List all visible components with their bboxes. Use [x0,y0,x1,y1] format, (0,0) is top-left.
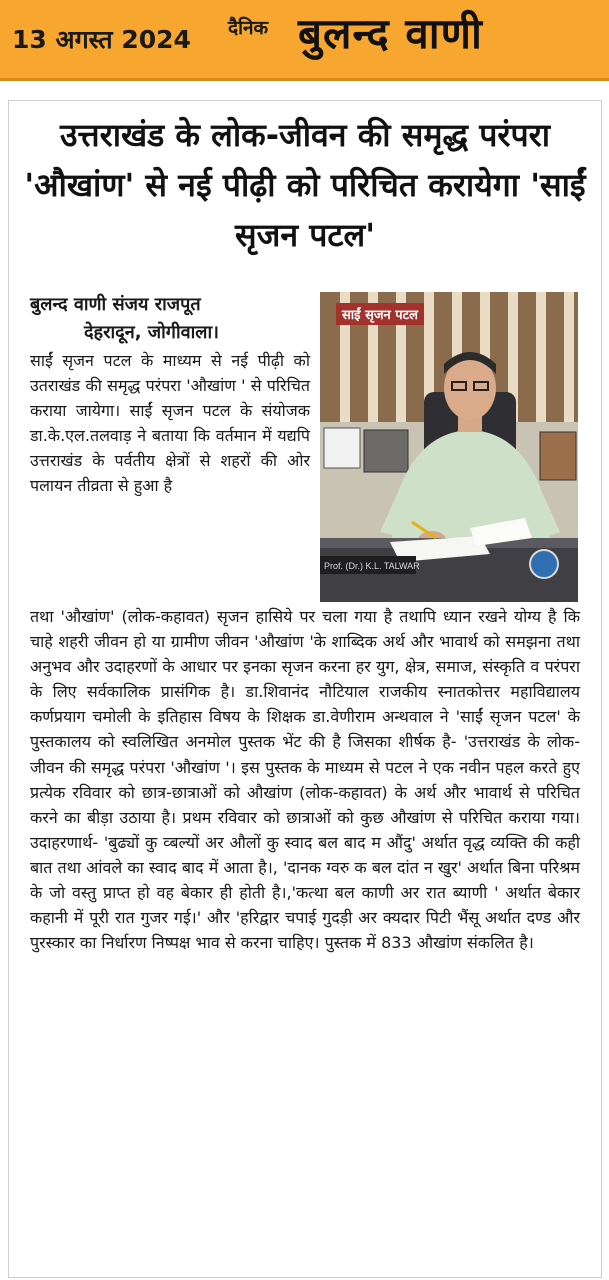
article-body-wide [30,604,580,955]
masthead-banner [0,0,609,81]
article-paragraph: तथा 'औखांण' (लोक-कहावत) सृजन हासिये पर चला गया है तथापि ध्यान रखने योग्य है कि चाहे शहरी जीवन हो या ग्रामीण जीवन 'औखांण 'के शाब्दिक अर्थ और भावार्थ को समझना तथा अनुभव और उदाहरणों के आधार पर इनका सृजन करना हर युग, क्षेत्र, समाज, संस्कृति व परंपरा के लिए सर्वकालिक प्रासंगिक है। डा.शिवानंद नौटियाल राजकीय स्नातकोत्तर महाविद्यालय कर्णप्रयाग चमोली के इतिहास विषय के शिक्षक डा.वेणीराम अन्थवाल ने 'साईं सृजन पटल' के पुस्तकालय को स्वलिखित अनमोल पुस्तक भेंट की है जिसका शीर्षक है- 'उत्तराखंड के लोक-जीवन की समृद्ध परंपरा 'औखांण '। इस पुस्तक के माध्यम से पटल ने एक नवीन पहल करते हुए प्रत्येक रविवार को छात्र-छात्राओं को औखांण (लोक-कहावत) के अर्थ और भावार्थ से परिचित करने का बीड़ा उठाया है। प्रथम रविवार को छात्राओं को कुछ औखांण से परिचित कराया गया। उदाहरणार्थ- 'बुढ्यों कु व्बल्यों अर औलों कु स्वाद बल बाद म औंदु' अर्थात वृद्ध व्यक्ति की कही बात तथा आंवले का स्वाद बाद में आता है।, 'दानक ग्वरु क बल दांत न खुर' अर्थात बिना परिश्रम के जो वस्तु प्राप्त हो वह बेकार ही होती है।,'कत्था बल काणी अर रात ब्याणी ' अर्थात बेकार कहानी में पूरी रात गुजर गई।' और 'हरिद्वार चपाई गुदड़ी अर क्यदार पिटी भैंसू अर्थात दण्ड और पुरस्कार का निर्धारण निष्पक्ष भाव से करना चाहिए। पुस्तक में 833 औखांण संकलित है। [30,607,580,953]
article-body-narrow [30,348,310,498]
photo-illustration [320,292,578,602]
article-paragraph: साईं सृजन पटल के माध्यम से नई पीढ़ी को उतराखंड की समृद्ध परंपरा 'औखांण ' से परिचित कराया जायेगा। साईं सृजन पटल के संयोजक डा.के.एल.तलवाड़ ने बताया कि वर्तमान में यद्यपि उत्तराखंड के पर्वतीय क्षेत्रों से शहरों की ओर पलायन तीव्रता से हुआ है [30,351,310,495]
article-byline: बुलन्द वाणी संजय राजपूत [30,294,201,315]
masthead-prefix: दैनिक [228,17,269,39]
article-dateline: देहरादून, जोगीवाला। [84,322,219,343]
photo-caption: साईं सृजन पटल [336,303,424,325]
newspaper-title: बुलन्द वाणी [298,9,483,58]
publication-date: 13 अगस्त 2024 [12,25,191,54]
article-photo [320,292,578,602]
article-headline: उत्तराखंड के लोक-जीवन की समृद्ध परंपरा 'औखांण' से नई पीढ़ी को परिचित करायेगा 'साईं सृजन पटल' [24,116,586,254]
nameplate-text: Prof. (Dr.) K.L. TALWAR [324,561,420,571]
